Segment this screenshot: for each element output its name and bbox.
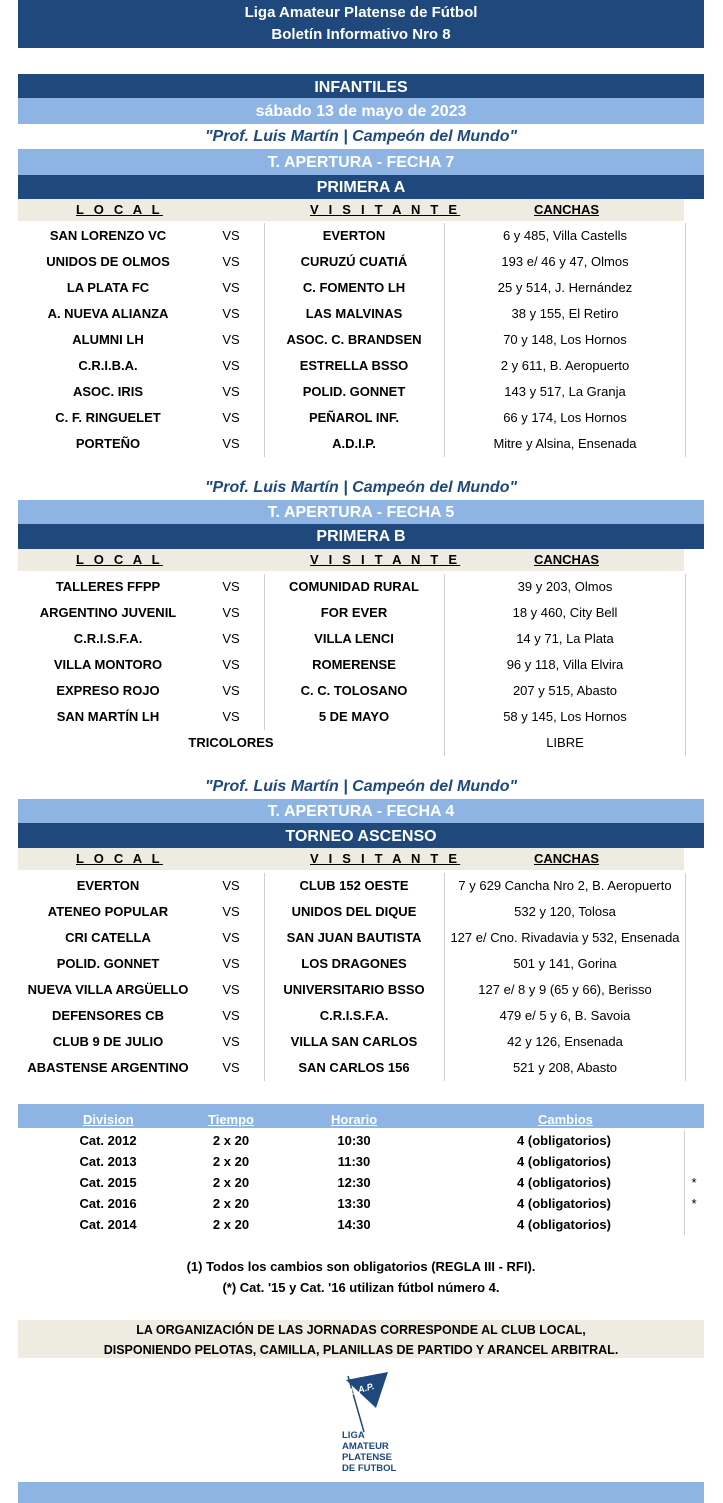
schedule-col-horario: Horario	[331, 1112, 378, 1127]
tournament-banner-3: T. APERTURA - FECHA 4	[18, 799, 704, 823]
schedule-col-division: Division	[83, 1112, 134, 1127]
col-canchas-label: CANCHAS	[534, 202, 599, 217]
versus-label: VS	[198, 301, 265, 327]
versus-label: VS	[198, 353, 265, 379]
versus-label: VS	[198, 951, 265, 977]
venue: 143 y 517, La Granja	[444, 379, 686, 405]
col-canchas-label: CANCHAS	[534, 552, 599, 567]
match-row	[18, 1029, 704, 1055]
logo-line-2: AMATEUR	[342, 1441, 389, 1452]
venue: 25 y 514, J. Hernández	[444, 275, 686, 301]
venue: 66 y 174, Los Hornos	[444, 405, 686, 431]
bulletin-number: Boletín Informativo Nro 8	[271, 26, 451, 43]
versus-label: VS	[198, 600, 265, 626]
versus-label: VS	[198, 652, 265, 678]
home-team: C.R.I.S.F.A.	[73, 631, 143, 646]
away-team: SAN CARLOS 156	[298, 1060, 410, 1075]
away-team: UNIDOS DEL DIQUE	[291, 904, 417, 919]
match-row	[18, 600, 704, 626]
col-canchas-label: CANCHAS	[534, 851, 599, 866]
match-row	[18, 353, 704, 379]
schedule-cambios: 4 (obligatorios)	[444, 1151, 685, 1172]
schedule-horario: 11:30	[337, 1154, 371, 1169]
away-team: VILLA SAN CARLOS	[290, 1034, 418, 1049]
home-team: LA PLATA FC	[66, 280, 150, 295]
match-row	[18, 275, 704, 301]
home-team: ABASTENSE ARGENTINO	[27, 1060, 189, 1075]
home-team: DEFENSORES CB	[52, 1008, 164, 1023]
match-row	[18, 327, 704, 353]
away-team: SAN JUAN BAUTISTA	[286, 930, 422, 945]
versus-label: VS	[198, 626, 265, 652]
col-local-label: L O C A L	[76, 552, 163, 567]
away-team: EVERTON	[322, 228, 386, 243]
home-team: SAN MARTÍN LH	[56, 709, 160, 724]
away-team: PEÑAROL INF.	[308, 410, 400, 425]
schedule-footnote-mark	[684, 1214, 704, 1235]
home-team: PORTEÑO	[75, 436, 141, 451]
venue: 39 y 203, Olmos	[444, 574, 686, 600]
versus-label: VS	[198, 275, 265, 301]
home-team: POLID. GONNET	[56, 956, 160, 971]
schedule-horario: 10:30	[337, 1133, 371, 1148]
away-team: UNIVERSITARIO BSSO	[283, 982, 425, 997]
away-team: CURUZÚ CUATIÁ	[300, 254, 408, 269]
versus-label: VS	[198, 1055, 265, 1081]
schedule-row	[18, 1151, 704, 1172]
venue: Mitre y Alsina, Ensenada	[444, 431, 686, 457]
away-team: C. FOMENTO LH	[302, 280, 406, 295]
match-row	[18, 379, 704, 405]
away-team: VILLA LENCI	[314, 631, 394, 646]
date-banner: sábado 13 de mayo de 2023	[18, 98, 704, 124]
organization-line-2: DISPONIENDO PELOTAS, CAMILLA, PLANILLAS DE PARTIDO Y ARANCEL ARBITRAL.	[103, 1343, 619, 1357]
away-team: C.R.I.S.F.A.	[319, 1008, 389, 1023]
schedule-cambios: 4 (obligatorios)	[444, 1172, 685, 1193]
match-row	[18, 678, 704, 704]
logo-line-1: LIGA	[342, 1430, 365, 1441]
schedule-tiempo: 2 x 20	[212, 1196, 250, 1211]
away-team: COMUNIDAD RURAL	[289, 579, 419, 594]
away-team: ESTRELLA BSSO	[299, 358, 409, 373]
home-team: SAN LORENZO VC	[49, 228, 167, 243]
col-local-label: L O C A L	[76, 851, 163, 866]
home-team: CRI CATELLA	[65, 930, 151, 945]
match-row	[18, 925, 704, 951]
match-row	[18, 249, 704, 275]
schedule-division: Cat. 2012	[79, 1133, 137, 1148]
league-name: Liga Amateur Platense de Fútbol	[244, 4, 478, 21]
schedule-footnote-mark	[684, 1130, 704, 1151]
bye-team: TRICOLORES	[188, 735, 274, 750]
division-banner-3: TORNEO ASCENSO	[18, 823, 704, 848]
schedule-horario: 12:30	[337, 1175, 371, 1190]
schedule-row	[18, 1193, 704, 1214]
versus-label: VS	[198, 249, 265, 275]
logo-wordmark	[342, 1430, 396, 1474]
home-team: VILLA MONTORO	[53, 657, 163, 672]
matches-table-primera-b	[18, 574, 704, 756]
tournament-banner-2: T. APERTURA - FECHA 5	[18, 500, 704, 524]
home-team: NUEVA VILLA ARGÜELLO	[27, 982, 189, 997]
bye-label: LIBRE	[444, 730, 686, 756]
schedule-division: Cat. 2016	[79, 1196, 137, 1211]
match-row	[18, 405, 704, 431]
venue: 18 y 460, City Bell	[444, 600, 686, 626]
bulletin-header	[18, 0, 704, 48]
venue: 42 y 126, Ensenada	[444, 1029, 686, 1055]
dedication-3: "Prof. Luis Martín | Campeón del Mundo"	[204, 778, 518, 795]
home-team: UNIDOS DE OLMOS	[46, 254, 170, 269]
home-team: EVERTON	[76, 878, 140, 893]
matches-table-torneo-ascenso	[18, 873, 704, 1081]
col-local-label: L O C A L	[76, 202, 163, 217]
away-team: FOR EVER	[320, 605, 388, 620]
match-row	[18, 431, 704, 457]
versus-label: VS	[198, 925, 265, 951]
home-team: ARGENTINO JUVENIL	[39, 605, 177, 620]
schedule-footnote-mark: *	[691, 1175, 697, 1190]
home-team: CLUB 9 DE JULIO	[52, 1034, 164, 1049]
category-banner: INFANTILES	[18, 74, 704, 98]
versus-label: VS	[198, 574, 265, 600]
col-visitante-label: V I S I T A N T E	[310, 851, 461, 866]
match-row	[18, 301, 704, 327]
schedule-row	[18, 1130, 704, 1151]
versus-label: VS	[198, 1003, 265, 1029]
away-team: ROMERENSE	[312, 657, 396, 672]
schedule-horario: 13:30	[337, 1196, 371, 1211]
logo-line-4: DE FUTBOL	[342, 1463, 397, 1474]
versus-label: VS	[198, 405, 265, 431]
venue: 127 e/ 8 y 9 (65 y 66), Berisso	[444, 977, 686, 1003]
schedule-col-tiempo: Tiempo	[208, 1112, 254, 1127]
schedule-header	[18, 1104, 704, 1128]
schedule-division: Cat. 2015	[79, 1175, 137, 1190]
venue: 70 y 148, Los Hornos	[444, 327, 686, 353]
versus-label: VS	[198, 704, 265, 730]
organization-notice	[18, 1320, 704, 1358]
venue: 532 y 120, Tolosa	[444, 899, 686, 925]
match-row	[18, 899, 704, 925]
match-row	[18, 873, 704, 899]
match-row	[18, 652, 704, 678]
schedule-horario: 14:30	[337, 1217, 371, 1232]
schedule-table	[18, 1130, 704, 1235]
schedule-footnote-mark	[684, 1151, 704, 1172]
schedule-tiempo: 2 x 20	[212, 1133, 250, 1148]
matches-table-primera-a	[18, 223, 704, 457]
bye-row	[18, 730, 704, 756]
col-visitante-label: V I S I T A N T E	[310, 202, 461, 217]
venue: 207 y 515, Abasto	[444, 678, 686, 704]
match-row	[18, 574, 704, 600]
logo-flag-text: L.A.P.	[349, 1381, 376, 1397]
footer-bar	[18, 1482, 704, 1503]
match-row	[18, 704, 704, 730]
away-team: LOS DRAGONES	[301, 956, 407, 971]
match-row	[18, 951, 704, 977]
dedication-2: "Prof. Luis Martín | Campeón del Mundo"	[204, 479, 518, 496]
schedule-cambios: 4 (obligatorios)	[444, 1193, 685, 1214]
home-team: A. NUEVA ALIANZA	[47, 306, 169, 321]
schedule-tiempo: 2 x 20	[212, 1175, 250, 1190]
away-team: ASOC. C. BRANDSEN	[286, 332, 422, 347]
home-team: EXPRESO ROJO	[56, 683, 160, 698]
venue: 127 e/ Cno. Rivadavia y 532, Ensenada	[444, 925, 686, 951]
match-row	[18, 223, 704, 249]
home-team: ATENEO POPULAR	[47, 904, 169, 919]
schedule-tiempo: 2 x 20	[212, 1217, 250, 1232]
division-banner-2: PRIMERA B	[18, 524, 704, 549]
tournament-banner-1: T. APERTURA - FECHA 7	[18, 149, 704, 175]
versus-label: VS	[198, 379, 265, 405]
away-team: C. C. TOLOSANO	[300, 683, 408, 698]
division-banner-1: PRIMERA A	[18, 175, 704, 199]
venue: 58 y 145, Los Hornos	[444, 704, 686, 730]
note-changes: (1) Todos los cambios son obligatorios (REGLA III - RFI).	[186, 1259, 536, 1274]
versus-label: VS	[198, 678, 265, 704]
venue: 521 y 208, Abasto	[444, 1055, 686, 1081]
schedule-row	[18, 1214, 704, 1235]
match-row	[18, 626, 704, 652]
match-row	[18, 977, 704, 1003]
away-team: 5 DE MAYO	[318, 709, 390, 724]
column-header-1	[18, 199, 684, 221]
versus-label: VS	[198, 431, 265, 457]
venue: 38 y 155, El Retiro	[444, 301, 686, 327]
schedule-division: Cat. 2013	[79, 1154, 137, 1169]
dedication-1: "Prof. Luis Martín | Campeón del Mundo"	[204, 128, 518, 145]
away-team: CLUB 152 OESTE	[299, 878, 409, 893]
versus-label: VS	[198, 223, 265, 249]
home-team: TALLERES FFPP	[55, 579, 161, 594]
schedule-cambios: 4 (obligatorios)	[444, 1214, 685, 1235]
match-row	[18, 1003, 704, 1029]
column-header-2	[18, 549, 684, 571]
schedule-cambios: 4 (obligatorios)	[444, 1130, 685, 1151]
logo-line-3: PLATENSE	[342, 1452, 392, 1463]
schedule-tiempo: 2 x 20	[212, 1154, 250, 1169]
venue: 96 y 118, Villa Elvira	[444, 652, 686, 678]
schedule-division: Cat. 2014	[79, 1217, 137, 1232]
col-visitante-label: V I S I T A N T E	[310, 552, 461, 567]
versus-label: VS	[198, 899, 265, 925]
venue: 479 e/ 5 y 6, B. Savoia	[444, 1003, 686, 1029]
home-team: C. F. RINGUELET	[55, 410, 161, 425]
match-row	[18, 1055, 704, 1081]
organization-line-1: LA ORGANIZACIÓN DE LAS JORNADAS CORRESPONDE AL CLUB LOCAL,	[136, 1323, 586, 1337]
home-team: ALUMNI LH	[72, 332, 144, 347]
column-header-3	[18, 848, 684, 870]
venue: 193 e/ 46 y 47, Olmos	[444, 249, 686, 275]
away-team: LAS MALVINAS	[305, 306, 403, 321]
versus-label: VS	[198, 873, 265, 899]
venue: 501 y 141, Gorina	[444, 951, 686, 977]
versus-label: VS	[198, 1029, 265, 1055]
venue: 14 y 71, La Plata	[444, 626, 686, 652]
venue: 2 y 611, B. Aeropuerto	[444, 353, 686, 379]
away-team: POLID. GONNET	[302, 384, 406, 399]
venue: 6 y 485, Villa Castells	[444, 223, 686, 249]
schedule-col-cambios: Cambios	[538, 1112, 593, 1127]
venue: 7 y 629 Cancha Nro 2, B. Aeropuerto	[444, 873, 686, 899]
versus-label: VS	[198, 977, 265, 1003]
versus-label: VS	[198, 327, 265, 353]
schedule-footnote-mark: *	[691, 1196, 697, 1211]
note-ball-size: (*) Cat. '15 y Cat. '16 utilizan fútbol número 4.	[222, 1280, 500, 1295]
home-team: ASOC. IRIS	[72, 384, 144, 399]
schedule-row	[18, 1172, 704, 1193]
home-team: C.R.I.B.A.	[78, 358, 138, 373]
away-team: A.D.I.P.	[332, 436, 376, 451]
